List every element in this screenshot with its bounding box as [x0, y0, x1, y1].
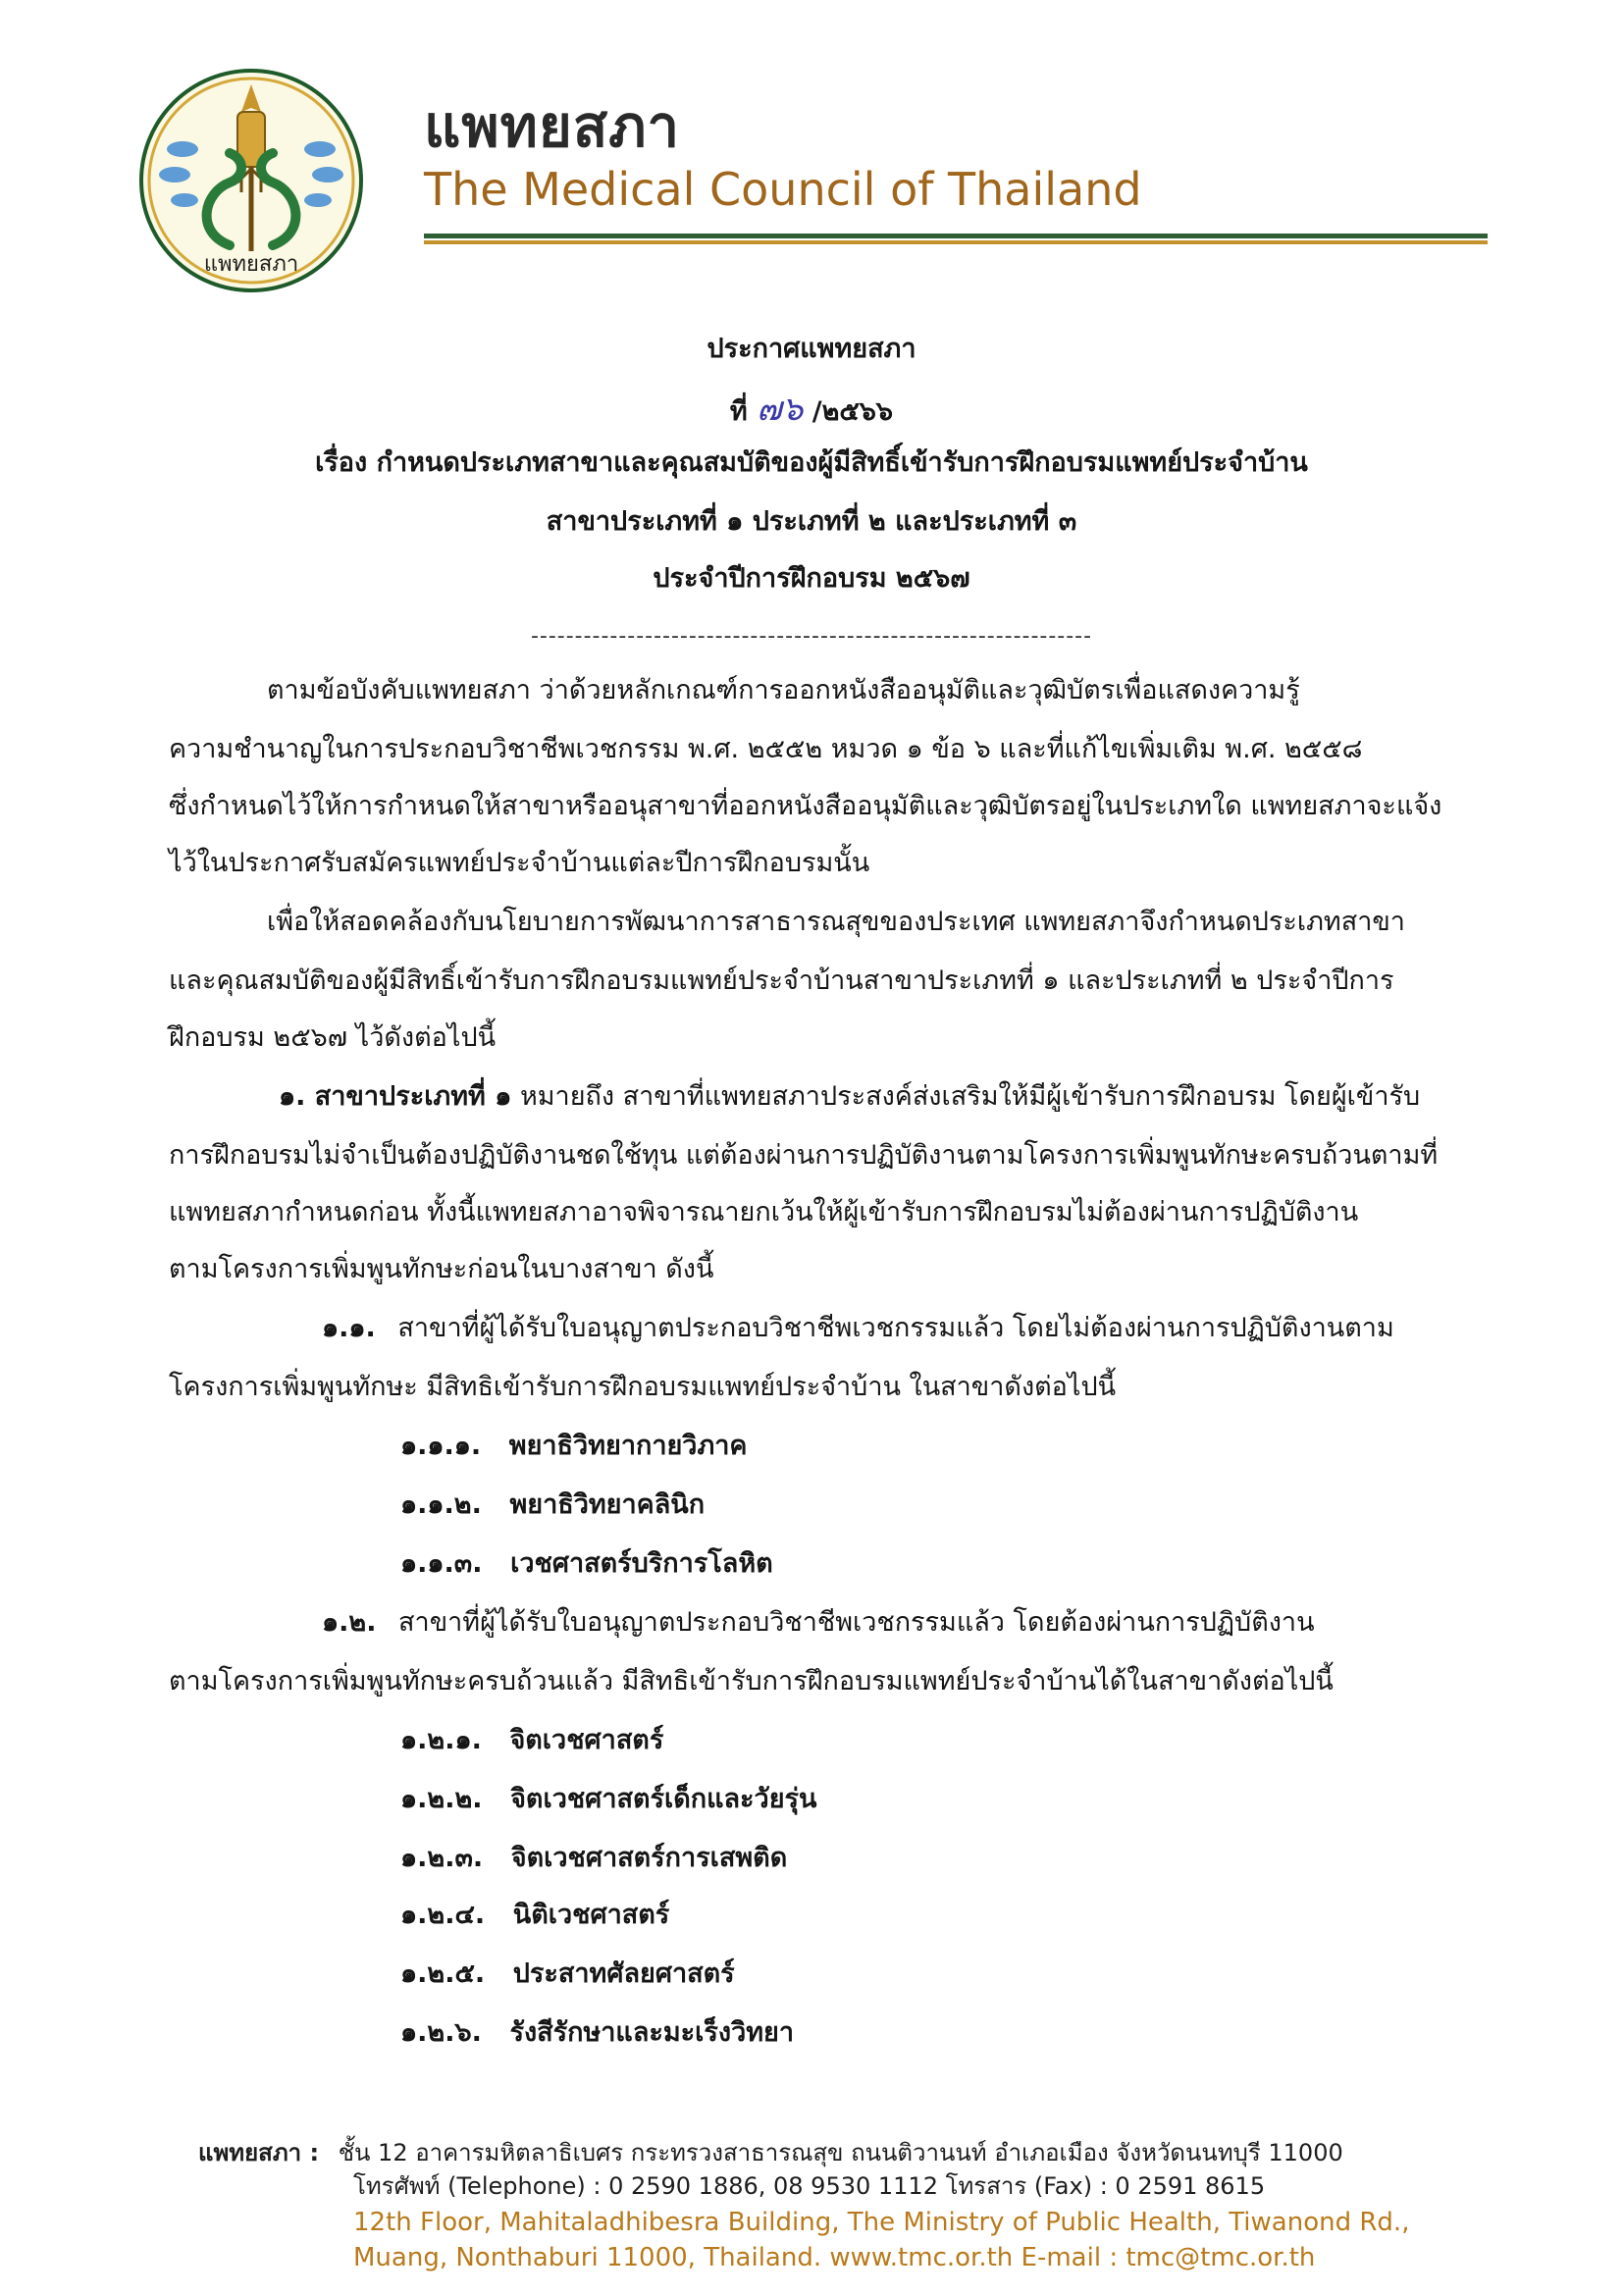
list-item: [400, 1902, 669, 1928]
list-item-number: ๑.๑.๓.: [400, 1548, 483, 1579]
announcement-title: ประกาศแพทยสภา: [707, 334, 916, 364]
org-name-english: The Medical Council of Thailand: [424, 163, 1142, 216]
list-item: [400, 1786, 817, 1812]
list-item-name: เวชศาสตร์บริการโลหิต: [510, 1548, 773, 1579]
list-item: [400, 1491, 705, 1518]
footer-address-english-1: 12th Floor, Mahitaladhibesra Building, The Ministry of Public Health, Tiwanond Rd.,: [353, 2208, 1410, 2237]
list-item-number: ๑.๒.๔.: [400, 1900, 486, 1930]
para2-line: เพื่อให้สอดคล้องกับนโยบายการพัฒนาการสาธารณสุขของประเทศ แพทยสภาจึงกำหนดประเภทสาขา: [267, 907, 1405, 937]
para1-line: ความชำนาญในการประกอบวิชาชีพเวชกรรม พ.ศ. ๒๕๕๒ หมวด ๑ ข้อ ๖ และที่แก้ไขเพิ่มเติม พ.ศ. ๒๕๕๘: [169, 734, 1363, 764]
subsection-1-1-text: สาขาที่ผู้ได้รับใบอนุญาตประกอบวิชาชีพเวชกรรมแล้ว โดยไม่ต้องผ่านการปฏิบัติงานตาม: [397, 1313, 1394, 1343]
list-item: [400, 2019, 794, 2046]
list-item-number: ๑.๑.๒.: [400, 1489, 482, 1520]
list-item-name: พยาธิวิทยากายวิภาค: [508, 1431, 748, 1461]
list-item-name: จิตเวชศาสตร์การเสพติด: [510, 1843, 788, 1873]
subsection-1-2-second-line: ตามโครงการเพิ่มพูนทักษะครบถ้วนแล้ว มีสิทธิเข้ารับการฝึกอบรมแพทย์ประจำบ้านได้ในสาขาดังต่อไปนี้: [169, 1666, 1334, 1696]
list-item: [400, 1960, 735, 1987]
list-item-number: ๑.๒.๓.: [400, 1843, 484, 1873]
subsection-1-1-number: ๑.๑.: [322, 1313, 376, 1343]
footer-address-thai: ชั้น 12 อาคารมหิตลาธิเบศร กระทรวงสาธารณสุข ถนนติวานนท์ อำเภอเมือง จังหวัดนนทบุรี 11000: [338, 2139, 1343, 2166]
para1-line: ไว้ในประกาศรับสมัครแพทย์ประจำบ้านแต่ละปีการฝึกอบรมนั้น: [169, 848, 870, 878]
para1-line: ซึ่งกำหนดไว้ให้การกำหนดให้สาขาหรืออนุสาขาที่ออกหนังสืออนุมัติและวุฒิบัตรอยู่ในประเภทใด แพทยสภาจะแจ้ง: [169, 791, 1442, 821]
section1-line: ตามโครงการเพิ่มพูนทักษะก่อนในบางสาขา ดังนี้: [169, 1254, 714, 1284]
list-item-number: ๑.๑.๑.: [400, 1431, 482, 1461]
list-item: [400, 1433, 748, 1459]
footer-label: แพทยสภา :: [198, 2139, 320, 2166]
announcement-subject: เรื่อง กำหนดประเภทสาขาและคุณสมบัติของผู้มีสิทธิ์เข้ารับการฝึกอบรมแพทย์ประจำบ้าน: [315, 447, 1308, 478]
para2-line: ฝึกอบรม ๒๕๖๗ ไว้ดังต่อไปนี้: [169, 1022, 497, 1053]
list-item-number: ๑.๒.๕.: [400, 1958, 486, 1989]
footer-phone: โทรศัพท์ (Telephone) : 0 2590 1886, 08 9530 1112 โทรสาร (Fax) : 0 2591 8615: [353, 2172, 1266, 2200]
number-suffix: /๒๕๖๖: [812, 396, 894, 427]
section1-label: ๑. สาขาประเภทที่ ๑: [279, 1081, 512, 1112]
para1-line: ตามข้อบังคับแพทยสภา ว่าด้วยหลักเกณฑ์การออกหนังสืออนุมัติและวุฒิบัตรเพื่อแสดงความรู้: [267, 675, 1300, 705]
section1-line: การฝึกอบรมไม่จำเป็นต้องปฏิบัติงานชดใช้ทุน แต่ต้องผ่านการปฏิบัติงานตามโครงการเพิ่มพูนทักษะครบถ้วนตามที่: [169, 1140, 1439, 1171]
announcement-number: [0, 390, 1623, 429]
subsection-1-1-second-line: โครงการเพิ่มพูนทักษะ มีสิทธิเข้ารับการฝึกอบรมแพทย์ประจำบ้าน ในสาขาดังต่อไปนี้: [169, 1372, 1117, 1402]
section1-text: หมายถึง สาขาที่แพทยสภาประสงค์ส่งเสริมให้มีผู้เข้ารับการฝึกอบรม โดยผู้เข้ารับ: [519, 1081, 1421, 1112]
list-item-name: รังสีรักษาและมะเร็งวิทยา: [509, 2017, 795, 2048]
medical-council-seal-logo: [135, 65, 367, 296]
list-item: [400, 1727, 663, 1753]
subsection-1-2-text: สาขาที่ผู้ได้รับใบอนุญาตประกอบวิชาชีพเวชกรรมแล้ว โดยต้องผ่านการปฏิบัติงาน: [398, 1607, 1315, 1638]
list-item-name: พยาธิวิทยาคลินิก: [509, 1489, 706, 1520]
footer-address-english-2: Muang, Nonthaburi 11000, Thailand. www.tmc.or.th E-mail : tmc@tmc.or.th: [353, 2243, 1316, 2272]
para2-line: และคุณสมบัติของผู้มีสิทธิ์เข้ารับการฝึกอบรมแพทย์ประจำบ้านสาขาประเภทที่ ๑ และประเภทที่ ๒ ประจำปีการ: [169, 965, 1394, 996]
number-prefix: ที่: [729, 396, 748, 427]
list-item-number: ๑.๒.๑.: [400, 1725, 482, 1755]
footer-address-thai-line: [198, 2141, 1343, 2165]
list-item-name: จิตเวชศาสตร์: [509, 1725, 664, 1755]
list-item-number: ๑.๒.๖.: [400, 2017, 482, 2048]
list-item: [400, 1845, 787, 1871]
seal-text: แพทยสภา: [203, 252, 299, 277]
announcement-subject-line3: ประจำปีการฝึกอบรม ๒๕๖๗: [653, 563, 970, 594]
subsection-1-2-first-line: [322, 1609, 1315, 1636]
letterhead-rule-green: [424, 234, 1488, 238]
list-item-number: ๑.๒.๒.: [400, 1784, 483, 1814]
letterhead-rule-gold: [424, 240, 1488, 244]
announcement-subject-line2: สาขาประเภทที่ ๑ ประเภทที่ ๒ และประเภทที่ ๓: [546, 506, 1077, 537]
list-item: [400, 1550, 773, 1577]
list-item-name: นิติเวชศาสตร์: [512, 1900, 670, 1930]
list-item-name: จิตเวชศาสตร์เด็กและวัยรุ่น: [510, 1784, 817, 1814]
subsection-1-2-number: ๑.๒.: [322, 1607, 377, 1638]
org-name-thai: แพทยสภา: [424, 93, 681, 160]
list-item-name: ประสาทศัลยศาสตร์: [512, 1958, 735, 1989]
handwritten-number: ๗๖: [757, 390, 804, 429]
subsection-1-1-first-line: [322, 1315, 1394, 1341]
heading-separator: ----------------------------------------------------------------: [530, 624, 1093, 649]
section1-line: แพทยสภากำหนดก่อน ทั้งนี้แพทยสภาอาจพิจารณายกเว้นให้ผู้เข้ารับการฝึกอบรมไม่ต้องผ่านการปฏิบัติงาน: [169, 1197, 1359, 1227]
section1-first-line: [279, 1083, 1420, 1110]
